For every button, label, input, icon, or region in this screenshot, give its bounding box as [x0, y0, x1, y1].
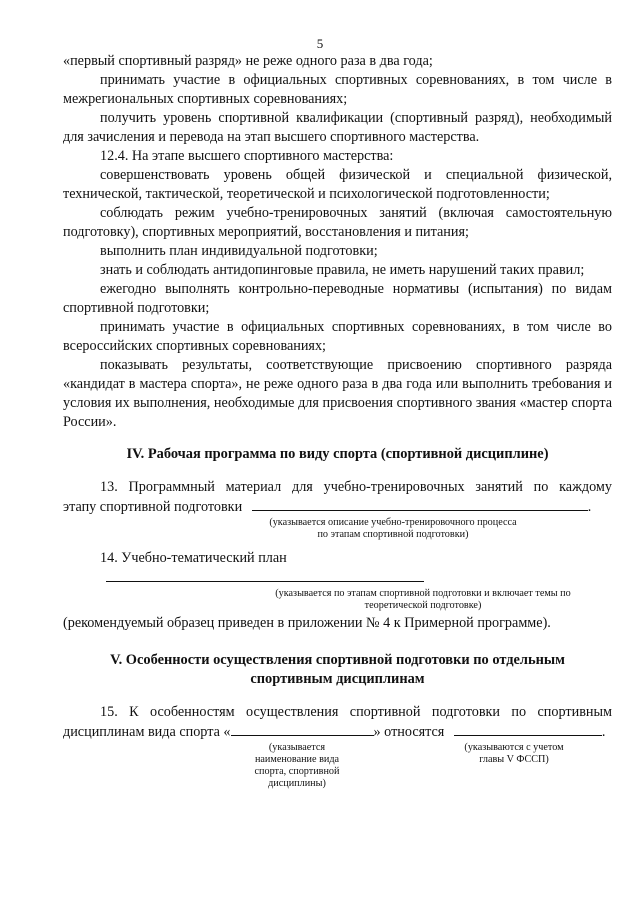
section-5-heading-line1: V. Особенности осуществления спортивной подготовки по отдельным [110, 652, 565, 668]
item-14 [63, 549, 612, 633]
paragraph: «первый спортивный разряд» не реже одного раза в два года; [63, 53, 433, 69]
document-body [63, 52, 612, 789]
item-15-prefix: дисциплинам вида спорта « [63, 724, 231, 740]
item-15-note-left: (указывается наименование вида спорта, спортивной дисциплины) [254, 742, 340, 789]
item-14-note: (указывается по этапам спортивной подготовки и включает темы по теоретической подготовке) [275, 588, 571, 611]
item-14-label: 14. Учебно-тематический план [100, 550, 287, 566]
paragraph: соблюдать режим учебно-тренировочных занятий (включая самостоятельную подготовку), спортивных мероприятий, восстановления и питания; [63, 205, 612, 240]
paragraph: выполнить план индивидуальной подготовки; [100, 243, 378, 259]
paragraph: ежегодно выполнять контрольно-переводные нормативы (испытания) по видам спортивной подготовки; [63, 281, 612, 316]
section-4-heading: IV. Рабочая программа по виду спорта (спортивной дисциплине) [126, 446, 549, 462]
paragraph: совершенствовать уровень общей физической и специальной физической, технической, тактической, теоретической и психологической подготовленности; [63, 167, 612, 202]
item-15-line2 [63, 722, 612, 742]
item-13-line1: 13. Программный материал для учебно-тренировочных занятий по каждому [100, 479, 612, 495]
item-13-blank-field[interactable] [252, 497, 588, 511]
item-15 [63, 703, 612, 789]
section-5-heading-line2: спортивным дисциплинам [250, 671, 425, 687]
item-15-note-right: (указываются с учетом главы V ФССП) [464, 742, 564, 765]
paragraph: показывать результаты, соответствующие присвоению спортивного разряда «кандидат в мастера спорта», не реже одного раза в два года или выполнить требования и условия их выполнения, необходимые для присвоения спортивного звания «мастер спорта России». [63, 357, 612, 430]
section-5-heading [63, 651, 612, 689]
item-13-note: (указывается описание учебно-тренировочного процесса по этапам спортивной подготовки) [269, 517, 517, 540]
item-15-line1: 15. К особенностям осуществления спортивной подготовки по спортивным [100, 704, 612, 720]
sport-name-blank-field[interactable] [231, 722, 374, 736]
item-15-period: . [601, 724, 606, 740]
item-14-line [63, 549, 612, 588]
paragraph: принимать участие в официальных спортивных соревнованиях, в том числе во всероссийских спортивных соревнованиях; [63, 319, 612, 354]
item-15-notes [63, 742, 612, 789]
item-14-recommend: (рекомендуемый образец приведен в приложении № 4 к Примерной программе). [63, 615, 551, 631]
paragraph: 12.4. На этапе высшего спортивного мастерства: [100, 148, 394, 164]
item-13 [63, 478, 612, 541]
item-14-blank-field[interactable] [106, 568, 424, 582]
paragraph: получить уровень спортивной квалификации (спортивный разряд), необходимый для зачисления и перевода на этап высшего спортивного мастерства. [63, 110, 612, 145]
paragraph: знать и соблюдать антидопинговые правила, не иметь нарушений таких правил; [100, 262, 585, 278]
item-15-middle: » относятся [373, 724, 445, 740]
features-blank-field[interactable] [454, 722, 602, 736]
item-13-line2 [63, 497, 612, 517]
paragraph: принимать участие в официальных спортивных соревнованиях, в том числе в межрегиональных спортивных соревнованиях; [63, 72, 612, 107]
item-13-period: . [587, 499, 592, 515]
page-number: 5 [316, 36, 324, 51]
item-13-label: этапу спортивной подготовки [63, 499, 243, 515]
